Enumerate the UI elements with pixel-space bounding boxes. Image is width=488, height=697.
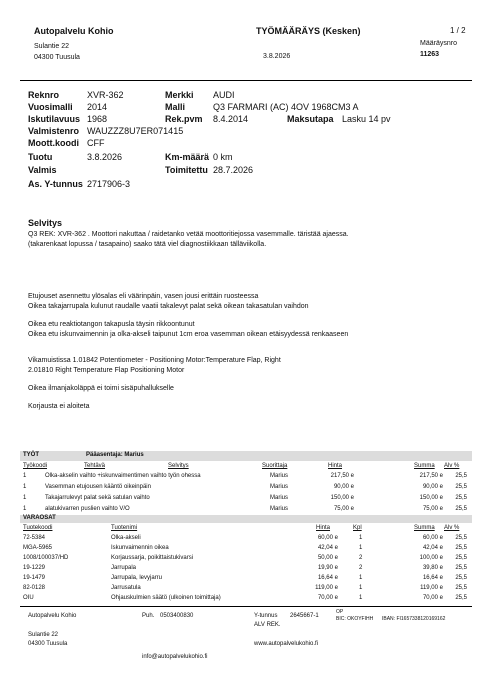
- row-sum: 16,64 e: [422, 575, 443, 581]
- row-vat: 25,5: [455, 585, 467, 591]
- col-tehtava: Tehtävä: [84, 463, 106, 469]
- maksutapa-label: Maksutapa: [287, 114, 334, 124]
- toimitettu-value: 28.7.2026: [213, 165, 254, 175]
- row-code: 1: [23, 473, 27, 479]
- row-name: Jarrusatula: [111, 585, 141, 591]
- vuosimalli-value: 2014: [87, 102, 108, 112]
- document-title: TYÖMÄÄRÄYS (Kesken): [256, 26, 361, 36]
- row-price: 217,50 e: [330, 473, 354, 479]
- header-divider: [20, 80, 472, 81]
- row-code: MGA-5965: [23, 545, 53, 551]
- row-price: 90,00 e: [333, 484, 354, 490]
- row-code: 1: [23, 495, 27, 501]
- row-worker: Marius: [270, 495, 289, 501]
- row-name: Iskunvaimennin oikea: [111, 545, 169, 551]
- row-code: 19-1229: [23, 565, 46, 571]
- order-number-label: Määräysnro: [420, 40, 457, 47]
- reknro-value: XVR-362: [87, 90, 124, 100]
- company-street: Sulantie 22: [34, 43, 70, 50]
- document-date: 3.8.2026: [263, 53, 291, 60]
- col-var-hinta: Hinta: [316, 525, 331, 531]
- row-sum: 119,00 e: [420, 585, 443, 591]
- merkki-value: AUDI: [213, 90, 235, 100]
- varaosat-header-bar: [20, 515, 472, 523]
- row-price: 42,04 e: [317, 545, 338, 551]
- row-code: 19-1479: [23, 575, 46, 581]
- finding-5: Vikamuistissa 1.01842 Potentiometer - Positioning Motor:Temperature Flap, Right: [28, 357, 281, 364]
- col-tuotekoodi: Tuotekoodi: [23, 525, 53, 531]
- rekpvm-value: 8.4.2014: [213, 114, 249, 124]
- row-price: 119,00 e: [315, 585, 338, 591]
- footer-company-name: Autopalvelu Kohio: [28, 613, 77, 619]
- tuotu-label: Tuotu: [28, 152, 53, 162]
- col-kpl: Kpl: [353, 525, 362, 531]
- row-vat: 25,5: [455, 495, 467, 501]
- row-vat: 25,5: [455, 555, 467, 561]
- row-price: 16,64 e: [317, 575, 338, 581]
- col-tyokoodi: Työkoodi: [23, 463, 48, 469]
- moottkoodi-label: Moott.koodi: [28, 138, 79, 148]
- row-vat: 25,5: [455, 595, 467, 601]
- tuotu-value: 3.8.2026: [87, 152, 123, 162]
- selvitys-line-2: (takarenkaat lopussa / tasapaino) saako tätä viel diagnostiikkaan tälläviikolla.: [28, 241, 267, 248]
- finding-4: Oikea etu iskunvaimennin ja olka-akseli taipunut 1cm eroa vasemman oikean etäisyydessä renkaaseen: [28, 331, 349, 338]
- footer-ytunnus: 2645667-1: [290, 613, 319, 619]
- merkki-label: Merkki: [165, 90, 194, 100]
- row-task: Olka-akselin vaihto +iskunvaimentimen vaihto työn ohessa: [45, 473, 201, 479]
- row-sum: 100,00 e: [419, 555, 443, 561]
- row-qty: 1: [359, 595, 363, 601]
- row-price: 150,00 e: [330, 495, 354, 501]
- row-sum: 75,00 e: [422, 506, 443, 512]
- col-suorittaja: Suorittaja: [262, 463, 288, 469]
- row-price: 50,00 e: [317, 555, 338, 561]
- finding-3: Oikea etu reaktiotangon takapusla täysin rikkoontunut: [28, 321, 195, 328]
- row-qty: 1: [359, 545, 363, 551]
- row-worker: Marius: [270, 473, 289, 479]
- row-qty: 2: [359, 565, 363, 571]
- row-sum: 42,04 e: [422, 545, 443, 551]
- row-task: alatukivarren puslien vaihto V/O: [45, 506, 130, 512]
- kmmaara-value: 0 km: [213, 152, 233, 162]
- row-worker: Marius: [270, 484, 289, 490]
- company-name: Autopalvelu Kohio: [34, 26, 114, 36]
- reknro-label: Reknro: [28, 90, 60, 100]
- row-code: 1: [23, 506, 27, 512]
- row-name: Olka-akseli: [111, 535, 141, 541]
- row-code: 1: [23, 484, 27, 490]
- row-task: Takajarrulevyt palat sekä satulan vaihto: [45, 495, 150, 501]
- row-name: Korjaussarja, poikittaistukivarsi: [111, 555, 194, 561]
- row-vat: 25,5: [455, 575, 467, 581]
- tyot-heading: TYÖT: [23, 452, 39, 458]
- varaosat-heading: VARAOSAT: [23, 515, 56, 521]
- col-summa: Summa: [414, 463, 435, 469]
- row-code: 82-0128: [23, 585, 46, 591]
- company-city: 04300 Tuusula: [34, 54, 80, 61]
- paasentaja: Pääasentaja: Marius: [86, 452, 144, 458]
- row-price: 70,00 e: [317, 595, 338, 601]
- order-number: 11263: [420, 51, 440, 58]
- row-vat: 25,5: [455, 535, 467, 541]
- row-sum: 60,00 e: [422, 535, 443, 541]
- row-vat: 25,5: [455, 484, 467, 490]
- row-sum: 217,50 e: [419, 473, 443, 479]
- footer-iban: IBAN: FI1657338120169162: [382, 616, 446, 622]
- asytunnus-value: 2717906-3: [87, 179, 131, 189]
- col-tuotenimi: Tuotenimi: [111, 525, 138, 531]
- col-var-alv: Alv %: [444, 525, 460, 531]
- footer-divider: [20, 606, 472, 607]
- finding-2: Oikea takajarrupala kulunut raudalle vaatii takalevyt palat sekä oikean takasatulan vaihdon: [28, 303, 309, 310]
- row-sum: 90,00 e: [422, 484, 443, 490]
- toimitettu-label: Toimitettu: [165, 165, 208, 175]
- iskutilavuus-label: Iskutilavuus: [28, 114, 81, 124]
- malli-label: Malli: [165, 102, 186, 112]
- row-code: 1008/100037/HD: [23, 555, 69, 561]
- row-qty: 2: [359, 555, 363, 561]
- malli-value: Q3 FARMARI (AC) 4OV 1968CM3 A: [213, 102, 359, 112]
- valmistenro-value: WAUZZZ8U7ER071415: [87, 126, 184, 136]
- footer-ytunnus-label: Y-tunnus: [254, 613, 278, 619]
- vuosimalli-label: Vuosimalli: [28, 102, 73, 112]
- finding-7: Oikea ilmanjakoläppä ei toimi sisäpuhallukselle: [28, 385, 174, 392]
- row-sum: 39,80 e: [422, 565, 443, 571]
- finding-8: Korjausta ei aloiteta: [28, 403, 90, 410]
- asytunnus-label: As. Y-tunnus: [28, 179, 83, 189]
- row-qty: 1: [359, 575, 363, 581]
- col-selvitys: Selvitys: [168, 463, 189, 469]
- valmistenro-label: Valmistenro: [28, 126, 80, 136]
- finding-1: Etujouset asennettu ylösalas eli väärinpäin, vasen jousi erittäin ruosteessa: [28, 293, 259, 300]
- row-sum: 150,00 e: [419, 495, 443, 501]
- kmmaara-label: Km-määrä: [165, 152, 210, 162]
- footer-email: info@autopalvelukohio.fi: [142, 654, 208, 660]
- footer-phone-label: Puh.: [142, 613, 155, 619]
- row-vat: 25,5: [455, 473, 467, 479]
- row-price: 75,00 e: [333, 506, 354, 512]
- row-vat: 25,5: [455, 565, 467, 571]
- row-worker: Marius: [270, 506, 289, 512]
- col-alv: Alv %: [444, 463, 460, 469]
- row-code: 72-5384: [23, 535, 46, 541]
- footer-bic: BIC: OKOYFIHH: [336, 616, 374, 622]
- row-sum: 70,00 e: [422, 595, 443, 601]
- row-name: Ohjauskulmien säätö (ulkoinen toimittaja): [111, 595, 221, 601]
- row-vat: 25,5: [455, 545, 467, 551]
- row-qty: 1: [359, 585, 363, 591]
- footer-street: Sulantie 22: [28, 632, 59, 638]
- col-var-summa: Summa: [414, 525, 435, 531]
- finding-6: 2.01810 Right Temperature Flap Positioning Motor: [28, 367, 185, 374]
- row-name: Jarrupala, levyjarru: [111, 575, 163, 581]
- footer-phone: 0503400830: [160, 613, 194, 619]
- footer-bank: OP: [336, 609, 344, 615]
- page-number: 1 / 2: [450, 26, 466, 35]
- col-hinta: Hinta: [328, 463, 343, 469]
- footer-web: www.autopalvelukohio.fi: [254, 641, 319, 647]
- footer-city: 04300 Tuusula: [28, 641, 68, 647]
- moottkoodi-value: CFF: [87, 138, 105, 148]
- row-price: 60,00 e: [317, 535, 338, 541]
- rekpvm-label: Rek.pvm: [165, 114, 203, 124]
- row-vat: 25,5: [455, 506, 467, 512]
- row-price: 19,90 e: [317, 565, 338, 571]
- selvitys-heading: Selvitys: [28, 218, 63, 228]
- row-code: OIU: [23, 595, 34, 601]
- valmis-label: Valmis: [28, 165, 57, 175]
- footer-alv: ALV REK.: [254, 622, 281, 628]
- row-task: Vasemman etujousen kääntö oikeinpäin: [45, 484, 151, 490]
- iskutilavuus-value: 1968: [87, 114, 108, 124]
- row-qty: 1: [359, 535, 363, 541]
- maksutapa-value: Lasku 14 pv: [342, 114, 391, 124]
- selvitys-line-1: Q3 REK: XVR-362 . Moottori nakuttaa / raidetanko vetää moottoritiejossa vasemmalle. täristää ajaessa.: [28, 231, 349, 238]
- row-name: Jarrupala: [111, 565, 137, 571]
